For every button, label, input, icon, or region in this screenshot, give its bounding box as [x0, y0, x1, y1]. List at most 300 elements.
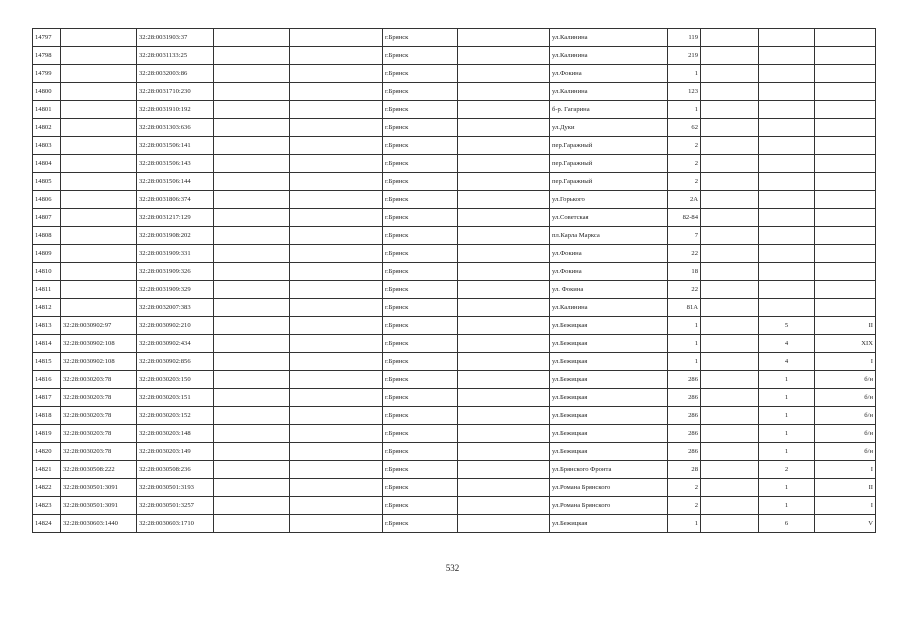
cell-col-10: [701, 245, 759, 263]
cell-parent-cadastral-number: [61, 65, 137, 83]
cell-parent-cadastral-number: 32:28:0030508:222: [61, 461, 137, 479]
cell-cadastral-number: 32:28:0030508:236: [137, 461, 214, 479]
cell-street: ул.Бежицкая: [550, 389, 668, 407]
cell-city: г.Брянск: [383, 317, 458, 335]
cell-parent-cadastral-number: 32:28:0030501:3091: [61, 479, 137, 497]
cell-city: г.Брянск: [383, 443, 458, 461]
cell-row-number: 14824: [33, 515, 61, 533]
cell-house-number: 286: [668, 425, 701, 443]
cell-parent-cadastral-number: [61, 281, 137, 299]
cell-col-7: [458, 155, 550, 173]
cell-col-10: [701, 479, 759, 497]
table-row: [33, 407, 876, 425]
cell-col-5: [290, 443, 383, 461]
cell-col-5: [290, 335, 383, 353]
cell-street: ул.Бежицкая: [550, 317, 668, 335]
table-row: [33, 425, 876, 443]
cell-parent-cadastral-number: 32:28:0030203:78: [61, 389, 137, 407]
cell-house-number: 18: [668, 263, 701, 281]
cell-col-7: [458, 119, 550, 137]
cell-street: ул. Фокина: [550, 281, 668, 299]
cell-city: г.Брянск: [383, 101, 458, 119]
cell-col-7: [458, 299, 550, 317]
cell-row-number: 14805: [33, 173, 61, 191]
cell-cadastral-number: 32:28:0032003:86: [137, 65, 214, 83]
cell-col-5: [290, 299, 383, 317]
cell-parent-cadastral-number: [61, 83, 137, 101]
cell-street: ул.Бежицкая: [550, 335, 668, 353]
cell-col-10: [701, 119, 759, 137]
cell-col-10: [701, 443, 759, 461]
cell-street: ул.Бежицкая: [550, 407, 668, 425]
cell-house-number: 1: [668, 317, 701, 335]
cell-house-number: 81А: [668, 299, 701, 317]
cell-col-10: [701, 137, 759, 155]
cell-cadastral-number: 32:28:0030501:3257: [137, 497, 214, 515]
cell-col-5: [290, 407, 383, 425]
cell-col-7: [458, 461, 550, 479]
cell-col-4: [214, 479, 290, 497]
cell-col-4: [214, 281, 290, 299]
cell-col-7: [458, 407, 550, 425]
cell-row-number: 14807: [33, 209, 61, 227]
table-row: [33, 209, 876, 227]
cell-col-10: [701, 191, 759, 209]
cell-col-7: [458, 65, 550, 83]
cell-col-10: [701, 515, 759, 533]
cell-house-number: 1: [668, 335, 701, 353]
cell-row-number: 14816: [33, 371, 61, 389]
cell-cadastral-number: 32:28:0030203:150: [137, 371, 214, 389]
cell-col-5: [290, 137, 383, 155]
table-row: [33, 461, 876, 479]
table-row: [33, 299, 876, 317]
cell-cadastral-number: 32:28:0030203:148: [137, 425, 214, 443]
cell-col-4: [214, 173, 290, 191]
cell-floor: [759, 299, 815, 317]
cell-col-10: [701, 335, 759, 353]
table-row: [33, 29, 876, 47]
cell-city: г.Брянск: [383, 281, 458, 299]
cell-cadastral-number: 32:28:0031133:25: [137, 47, 214, 65]
cell-col-10: [701, 155, 759, 173]
cell-col-4: [214, 371, 290, 389]
cell-cadastral-number: 32:28:0032007:383: [137, 299, 214, 317]
cell-premises-number: II: [815, 317, 876, 335]
cell-col-10: [701, 389, 759, 407]
cell-city: г.Брянск: [383, 83, 458, 101]
cell-col-10: [701, 65, 759, 83]
cell-floor: [759, 281, 815, 299]
cell-col-10: [701, 461, 759, 479]
cell-floor: [759, 29, 815, 47]
cell-col-5: [290, 425, 383, 443]
cell-cadastral-number: 32:28:0031909:331: [137, 245, 214, 263]
cell-house-number: 219: [668, 47, 701, 65]
cell-premises-number: б/н: [815, 389, 876, 407]
cell-house-number: 286: [668, 371, 701, 389]
cell-col-4: [214, 353, 290, 371]
cell-house-number: 119: [668, 29, 701, 47]
cell-city: г.Брянск: [383, 371, 458, 389]
cell-premises-number: б/н: [815, 371, 876, 389]
cell-premises-number: II: [815, 479, 876, 497]
cell-col-5: [290, 497, 383, 515]
cell-col-4: [214, 227, 290, 245]
cell-city: г.Брянск: [383, 407, 458, 425]
cell-street: пл.Карла Маркса: [550, 227, 668, 245]
cell-parent-cadastral-number: [61, 191, 137, 209]
cell-col-10: [701, 299, 759, 317]
table-row: [33, 245, 876, 263]
cell-col-10: [701, 47, 759, 65]
cell-col-7: [458, 497, 550, 515]
cell-col-4: [214, 245, 290, 263]
cell-row-number: 14806: [33, 191, 61, 209]
cell-premises-number: б/н: [815, 425, 876, 443]
cell-col-7: [458, 281, 550, 299]
cell-street: пер.Гаражный: [550, 173, 668, 191]
cell-col-10: [701, 425, 759, 443]
cell-parent-cadastral-number: 32:28:0030902:108: [61, 335, 137, 353]
property-register-table: [32, 28, 876, 533]
cell-row-number: 14818: [33, 407, 61, 425]
cell-premises-number: [815, 65, 876, 83]
cell-col-4: [214, 83, 290, 101]
cell-col-4: [214, 461, 290, 479]
cell-city: г.Брянск: [383, 335, 458, 353]
cell-parent-cadastral-number: [61, 173, 137, 191]
cell-floor: [759, 119, 815, 137]
cell-row-number: 14814: [33, 335, 61, 353]
register-sheet: [32, 28, 875, 533]
cell-premises-number: [815, 227, 876, 245]
cell-street: ул.Фокина: [550, 65, 668, 83]
cell-col-5: [290, 65, 383, 83]
cell-cadastral-number: 32:28:0031910:192: [137, 101, 214, 119]
cell-premises-number: [815, 119, 876, 137]
cell-col-5: [290, 353, 383, 371]
cell-row-number: 14812: [33, 299, 61, 317]
cell-floor: 4: [759, 335, 815, 353]
table-row: [33, 191, 876, 209]
cell-col-5: [290, 263, 383, 281]
cell-premises-number: I: [815, 461, 876, 479]
cell-premises-number: [815, 263, 876, 281]
cell-floor: 1: [759, 371, 815, 389]
cell-col-5: [290, 227, 383, 245]
cell-premises-number: XIX: [815, 335, 876, 353]
cell-row-number: 14811: [33, 281, 61, 299]
cell-col-4: [214, 425, 290, 443]
cell-floor: 5: [759, 317, 815, 335]
cell-parent-cadastral-number: [61, 209, 137, 227]
cell-col-5: [290, 389, 383, 407]
cell-col-4: [214, 335, 290, 353]
cell-premises-number: [815, 281, 876, 299]
cell-parent-cadastral-number: [61, 47, 137, 65]
cell-house-number: 82-84: [668, 209, 701, 227]
cell-row-number: 14822: [33, 479, 61, 497]
table-row: [33, 497, 876, 515]
cell-house-number: 22: [668, 281, 701, 299]
cell-col-7: [458, 29, 550, 47]
cell-house-number: 2: [668, 173, 701, 191]
cell-parent-cadastral-number: [61, 245, 137, 263]
cell-col-5: [290, 119, 383, 137]
cell-street: ул.Калинина: [550, 47, 668, 65]
cell-parent-cadastral-number: [61, 137, 137, 155]
cell-cadastral-number: 32:28:0030603:1710: [137, 515, 214, 533]
cell-premises-number: [815, 209, 876, 227]
cell-col-7: [458, 263, 550, 281]
table-row: [33, 173, 876, 191]
cell-col-7: [458, 443, 550, 461]
cell-cadastral-number: 32:28:0031506:141: [137, 137, 214, 155]
cell-parent-cadastral-number: [61, 227, 137, 245]
cell-house-number: 22: [668, 245, 701, 263]
cell-street: ул.Бежицкая: [550, 353, 668, 371]
cell-city: г.Брянск: [383, 227, 458, 245]
cell-col-10: [701, 263, 759, 281]
cell-floor: [759, 173, 815, 191]
cell-floor: 1: [759, 443, 815, 461]
cell-city: г.Брянск: [383, 47, 458, 65]
cell-row-number: 14802: [33, 119, 61, 137]
cell-col-4: [214, 137, 290, 155]
cell-col-4: [214, 209, 290, 227]
cell-floor: [759, 245, 815, 263]
cell-cadastral-number: 32:28:0030902:434: [137, 335, 214, 353]
cell-col-5: [290, 101, 383, 119]
cell-city: г.Брянск: [383, 65, 458, 83]
cell-col-4: [214, 497, 290, 515]
cell-premises-number: б/н: [815, 443, 876, 461]
cell-col-10: [701, 281, 759, 299]
cell-col-10: [701, 371, 759, 389]
cell-city: г.Брянск: [383, 461, 458, 479]
table-row: [33, 227, 876, 245]
cell-house-number: 123: [668, 83, 701, 101]
cell-parent-cadastral-number: [61, 101, 137, 119]
cell-cadastral-number: 32:28:0030203:151: [137, 389, 214, 407]
cell-row-number: 14813: [33, 317, 61, 335]
cell-premises-number: I: [815, 353, 876, 371]
cell-row-number: 14823: [33, 497, 61, 515]
cell-house-number: 2: [668, 479, 701, 497]
cell-premises-number: [815, 173, 876, 191]
cell-street: пер.Гаражный: [550, 137, 668, 155]
cell-floor: [759, 227, 815, 245]
cell-col-7: [458, 191, 550, 209]
cell-premises-number: [815, 29, 876, 47]
cell-col-5: [290, 209, 383, 227]
cell-parent-cadastral-number: [61, 29, 137, 47]
table-row: [33, 371, 876, 389]
cell-parent-cadastral-number: 32:28:0030203:78: [61, 407, 137, 425]
cell-house-number: 286: [668, 389, 701, 407]
cell-col-5: [290, 281, 383, 299]
cell-house-number: 28: [668, 461, 701, 479]
cell-cadastral-number: 32:28:0031903:37: [137, 29, 214, 47]
cell-col-7: [458, 173, 550, 191]
cell-col-7: [458, 209, 550, 227]
cell-city: г.Брянск: [383, 191, 458, 209]
cell-city: г.Брянск: [383, 29, 458, 47]
cell-cadastral-number: 32:28:0031806:374: [137, 191, 214, 209]
cell-col-4: [214, 101, 290, 119]
table-row: [33, 443, 876, 461]
table-row: [33, 83, 876, 101]
cell-cadastral-number: 32:28:0031909:329: [137, 281, 214, 299]
cell-premises-number: [815, 137, 876, 155]
cell-row-number: 14800: [33, 83, 61, 101]
cell-city: г.Брянск: [383, 137, 458, 155]
cell-col-5: [290, 461, 383, 479]
cell-col-10: [701, 407, 759, 425]
cell-house-number: 2: [668, 137, 701, 155]
cell-floor: 4: [759, 353, 815, 371]
cell-cadastral-number: 32:28:0031710:230: [137, 83, 214, 101]
table-row: [33, 335, 876, 353]
cell-city: г.Брянск: [383, 353, 458, 371]
cell-col-10: [701, 209, 759, 227]
cell-col-7: [458, 83, 550, 101]
cell-col-5: [290, 317, 383, 335]
cell-col-4: [214, 191, 290, 209]
cell-col-10: [701, 29, 759, 47]
cell-col-7: [458, 227, 550, 245]
cell-col-4: [214, 389, 290, 407]
cell-premises-number: [815, 191, 876, 209]
cell-col-7: [458, 245, 550, 263]
cell-premises-number: [815, 101, 876, 119]
cell-col-7: [458, 479, 550, 497]
cell-parent-cadastral-number: [61, 263, 137, 281]
table-row: [33, 101, 876, 119]
table-body: [33, 29, 876, 533]
cell-premises-number: [815, 299, 876, 317]
cell-floor: [759, 83, 815, 101]
cell-city: г.Брянск: [383, 299, 458, 317]
cell-city: г.Брянск: [383, 515, 458, 533]
cell-house-number: 2: [668, 155, 701, 173]
cell-row-number: 14815: [33, 353, 61, 371]
cell-street: ул.Фокина: [550, 245, 668, 263]
cell-floor: [759, 263, 815, 281]
cell-col-4: [214, 515, 290, 533]
cell-city: г.Брянск: [383, 497, 458, 515]
cell-street: ул.Романа Брянского: [550, 497, 668, 515]
cell-parent-cadastral-number: 32:28:0030902:108: [61, 353, 137, 371]
cell-city: г.Брянск: [383, 425, 458, 443]
cell-floor: [759, 191, 815, 209]
cell-col-10: [701, 101, 759, 119]
cell-floor: 6: [759, 515, 815, 533]
table-row: [33, 353, 876, 371]
cell-street: ул.Бежицкая: [550, 371, 668, 389]
cell-cadastral-number: 32:28:0031506:144: [137, 173, 214, 191]
cell-street: ул.Советская: [550, 209, 668, 227]
cell-col-5: [290, 83, 383, 101]
cell-floor: 2: [759, 461, 815, 479]
cell-city: г.Брянск: [383, 209, 458, 227]
cell-premises-number: V: [815, 515, 876, 533]
cell-row-number: 14803: [33, 137, 61, 155]
cell-col-7: [458, 353, 550, 371]
cell-row-number: 14819: [33, 425, 61, 443]
cell-col-10: [701, 173, 759, 191]
table-row: [33, 137, 876, 155]
cell-cadastral-number: 32:28:0030902:210: [137, 317, 214, 335]
table-row: [33, 47, 876, 65]
cell-floor: 1: [759, 479, 815, 497]
cell-premises-number: I: [815, 497, 876, 515]
cell-col-10: [701, 83, 759, 101]
cell-house-number: 1: [668, 101, 701, 119]
cell-col-5: [290, 155, 383, 173]
cell-row-number: 14804: [33, 155, 61, 173]
cell-col-4: [214, 299, 290, 317]
cell-parent-cadastral-number: 32:28:0030203:78: [61, 443, 137, 461]
cell-col-10: [701, 227, 759, 245]
cell-city: г.Брянск: [383, 479, 458, 497]
cell-floor: [759, 101, 815, 119]
cell-cadastral-number: 32:28:0031217:129: [137, 209, 214, 227]
cell-parent-cadastral-number: 32:28:0030603:1440: [61, 515, 137, 533]
cell-col-4: [214, 407, 290, 425]
cell-city: г.Брянск: [383, 245, 458, 263]
cell-house-number: 1: [668, 353, 701, 371]
cell-row-number: 14810: [33, 263, 61, 281]
cell-street: ул.Бежицкая: [550, 425, 668, 443]
cell-parent-cadastral-number: [61, 155, 137, 173]
cell-row-number: 14817: [33, 389, 61, 407]
cell-col-5: [290, 245, 383, 263]
cell-premises-number: [815, 155, 876, 173]
table-row: [33, 119, 876, 137]
table-row: [33, 281, 876, 299]
cell-street: ул.Романа Брянского: [550, 479, 668, 497]
cell-row-number: 14798: [33, 47, 61, 65]
cell-street: ул.Фокина: [550, 263, 668, 281]
cell-city: г.Брянск: [383, 119, 458, 137]
cell-col-5: [290, 47, 383, 65]
cell-cadastral-number: 32:28:0031908:202: [137, 227, 214, 245]
cell-col-7: [458, 317, 550, 335]
cell-house-number: 62: [668, 119, 701, 137]
cell-row-number: 14809: [33, 245, 61, 263]
cell-parent-cadastral-number: 32:28:0030203:78: [61, 425, 137, 443]
cell-premises-number: б/н: [815, 407, 876, 425]
cell-house-number: 7: [668, 227, 701, 245]
cell-cadastral-number: 32:28:0030501:3193: [137, 479, 214, 497]
cell-floor: 1: [759, 389, 815, 407]
cell-floor: 1: [759, 425, 815, 443]
cell-col-7: [458, 389, 550, 407]
cell-premises-number: [815, 245, 876, 263]
cell-street: ул.Бежицкая: [550, 515, 668, 533]
cell-street: ул.Горького: [550, 191, 668, 209]
cell-house-number: 1: [668, 515, 701, 533]
cell-col-7: [458, 425, 550, 443]
cell-parent-cadastral-number: [61, 299, 137, 317]
cell-floor: 1: [759, 497, 815, 515]
cell-parent-cadastral-number: 32:28:0030203:78: [61, 371, 137, 389]
cell-parent-cadastral-number: 32:28:0030902:97: [61, 317, 137, 335]
cell-col-5: [290, 173, 383, 191]
cell-col-10: [701, 353, 759, 371]
